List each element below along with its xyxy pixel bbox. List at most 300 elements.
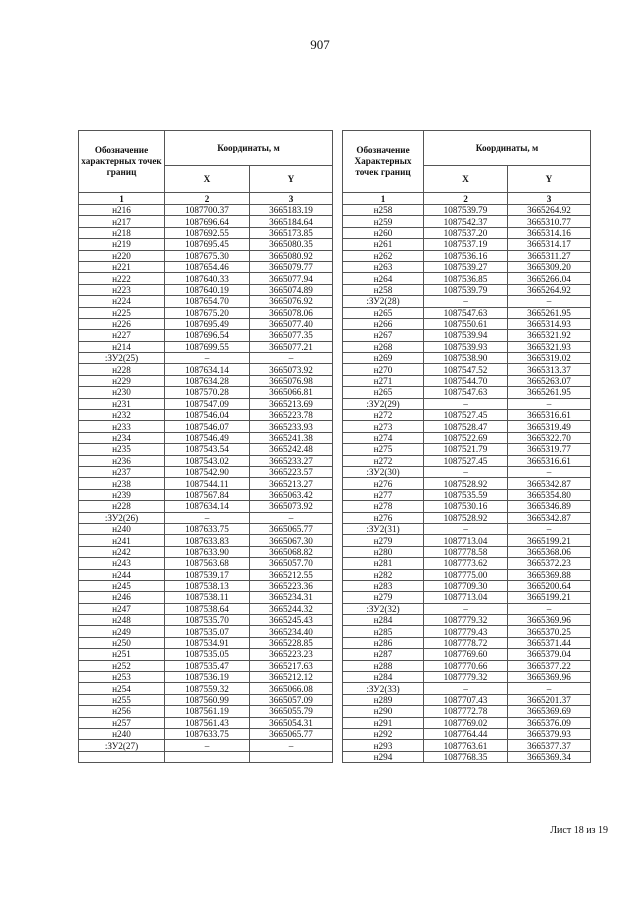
table-row	[343, 569, 591, 580]
point-cell: н221	[79, 261, 165, 272]
point-cell: н214	[79, 341, 165, 352]
point-cell: н220	[79, 250, 165, 261]
y-cell: –	[250, 512, 333, 523]
column-number: 2	[165, 193, 250, 205]
y-cell: 3665228.85	[250, 637, 333, 648]
y-cell: 3665266.04	[508, 273, 591, 284]
x-cell: 1087634.14	[165, 501, 250, 512]
x-cell: –	[424, 523, 508, 534]
point-cell: н236	[79, 455, 165, 466]
table-row	[79, 375, 333, 386]
table-row	[79, 421, 333, 432]
x-cell: 1087713.04	[424, 535, 508, 546]
x-cell: –	[424, 398, 508, 409]
x-cell: 1087773.62	[424, 558, 508, 569]
point-cell: н232	[79, 410, 165, 421]
point-cell: н291	[343, 717, 424, 728]
x-cell: 1087764.44	[424, 728, 508, 739]
y-cell: 3665342.87	[508, 512, 591, 523]
point-cell	[79, 751, 165, 762]
table-row	[79, 580, 333, 591]
point-cell: н272	[343, 410, 424, 421]
point-cell: н277	[343, 489, 424, 500]
x-cell: 1087543.02	[165, 455, 250, 466]
point-cell: н279	[343, 535, 424, 546]
point-cell: н259	[343, 216, 424, 227]
point-cell: н273	[343, 421, 424, 432]
table-row	[79, 569, 333, 580]
table-row	[343, 660, 591, 671]
x-cell: 1087633.75	[165, 523, 250, 534]
y-cell: –	[250, 353, 333, 364]
table-row	[79, 330, 333, 341]
point-cell: н235	[79, 444, 165, 455]
table-row	[343, 364, 591, 375]
point-cell: н250	[79, 637, 165, 648]
table-row	[79, 706, 333, 717]
y-cell: 3665376.09	[508, 717, 591, 728]
table-row	[79, 466, 333, 477]
y-cell: 3665223.23	[250, 649, 333, 660]
table-row	[343, 717, 591, 728]
x-cell: 1087538.13	[165, 580, 250, 591]
y-cell: 3665314.17	[508, 239, 591, 250]
table-row	[79, 512, 333, 523]
y-cell: 3665217.63	[250, 660, 333, 671]
x-cell: 1087535.59	[424, 489, 508, 500]
y-cell: 3665319.77	[508, 444, 591, 455]
table-row	[79, 216, 333, 227]
table-row	[79, 444, 333, 455]
point-cell: н280	[343, 546, 424, 557]
y-cell: 3665242.48	[250, 444, 333, 455]
x-cell: 1087699.55	[165, 341, 250, 352]
point-cell: :ЗУ2(29)	[343, 398, 424, 409]
point-cell: н240	[79, 523, 165, 534]
point-cell: н289	[343, 694, 424, 705]
y-cell: 3665241.38	[250, 432, 333, 443]
x-cell: 1087521.79	[424, 444, 508, 455]
table-row	[343, 216, 591, 227]
point-cell: н257	[79, 717, 165, 728]
table-row	[343, 615, 591, 626]
table-row	[343, 239, 591, 250]
y-cell: 3665372.23	[508, 558, 591, 569]
point-cell: н267	[343, 330, 424, 341]
point-cell: :ЗУ2(33)	[343, 683, 424, 694]
point-cell: н281	[343, 558, 424, 569]
column-number: 2	[424, 193, 508, 205]
y-cell: 3665212.55	[250, 569, 333, 580]
table-row	[343, 478, 591, 489]
table-row	[79, 672, 333, 683]
x-cell: 1087633.75	[165, 728, 250, 739]
point-cell: н243	[79, 558, 165, 569]
x-cell: 1087633.90	[165, 546, 250, 557]
x-cell: 1087546.49	[165, 432, 250, 443]
point-cell: н222	[79, 273, 165, 284]
y-cell: 3665369.69	[508, 706, 591, 717]
point-cell: н265	[343, 307, 424, 318]
y-cell: 3665319.49	[508, 421, 591, 432]
table-row	[343, 740, 591, 751]
point-cell: н217	[79, 216, 165, 227]
x-cell: 1087768.35	[424, 751, 508, 762]
y-cell: 3665067.30	[250, 535, 333, 546]
x-cell: 1087713.04	[424, 592, 508, 603]
x-cell: 1087695.45	[165, 239, 250, 250]
y-cell: 3665068.82	[250, 546, 333, 557]
table-row	[343, 307, 591, 318]
x-cell: 1087544.11	[165, 478, 250, 489]
x-cell: 1087550.61	[424, 318, 508, 329]
table-row	[343, 592, 591, 603]
table-row	[343, 250, 591, 261]
table-row	[343, 728, 591, 739]
y-cell: 3665264.92	[508, 284, 591, 295]
y-cell: 3665057.09	[250, 694, 333, 705]
sheet-footer: Лист 18 из 19	[550, 825, 608, 836]
table-row	[343, 546, 591, 557]
y-cell: 3665201.37	[508, 694, 591, 705]
y-cell: 3665066.08	[250, 683, 333, 694]
y-cell: 3665346.89	[508, 501, 591, 512]
y-cell: 3665199.21	[508, 592, 591, 603]
x-cell: 1087547.52	[424, 364, 508, 375]
table-row	[79, 398, 333, 409]
y-cell: 3665233.27	[250, 455, 333, 466]
point-cell: н272	[343, 455, 424, 466]
column-number: 3	[250, 193, 333, 205]
x-cell: 1087539.79	[424, 205, 508, 216]
y-cell: 3665073.92	[250, 364, 333, 375]
point-cell: н268	[343, 341, 424, 352]
x-cell: –	[424, 296, 508, 307]
y-cell: 3665377.37	[508, 740, 591, 751]
x-cell: 1087640.19	[165, 284, 250, 295]
point-cell: н284	[343, 615, 424, 626]
point-cell: :ЗУ2(25)	[79, 353, 165, 364]
table-row	[343, 205, 591, 216]
table-row	[79, 353, 333, 364]
table-row	[343, 273, 591, 284]
point-cell: н285	[343, 626, 424, 637]
point-cell: н254	[79, 683, 165, 694]
x-cell: 1087547.63	[424, 307, 508, 318]
table-row	[79, 649, 333, 660]
table-row	[343, 523, 591, 534]
y-cell: 3665311.27	[508, 250, 591, 261]
point-cell: н251	[79, 649, 165, 660]
table-row	[343, 512, 591, 523]
table-row	[79, 489, 333, 500]
x-cell: 1087537.20	[424, 227, 508, 238]
y-cell: 3665316.61	[508, 455, 591, 466]
column-number: 1	[343, 193, 424, 205]
x-cell: 1087542.90	[165, 466, 250, 477]
table-row	[79, 592, 333, 603]
point-cell: н274	[343, 432, 424, 443]
table-row	[79, 261, 333, 272]
y-cell: 3665369.34	[508, 751, 591, 762]
x-cell: 1087538.90	[424, 353, 508, 364]
table-row	[343, 706, 591, 717]
x-cell: 1087769.02	[424, 717, 508, 728]
table-row	[79, 239, 333, 250]
point-cell: н294	[343, 751, 424, 762]
table-row	[343, 318, 591, 329]
y-cell: 3665223.57	[250, 466, 333, 477]
y-cell: 3665234.31	[250, 592, 333, 603]
table-row	[343, 580, 591, 591]
x-cell: –	[424, 683, 508, 694]
point-cell: н233	[79, 421, 165, 432]
y-cell: 3665223.36	[250, 580, 333, 591]
point-cell: н284	[343, 672, 424, 683]
table-row	[343, 603, 591, 614]
header-y-label: Y	[250, 166, 333, 193]
point-cell: н230	[79, 387, 165, 398]
x-cell: 1087634.28	[165, 375, 250, 386]
point-cell: н249	[79, 626, 165, 637]
y-cell: 3665261.95	[508, 387, 591, 398]
table-row	[343, 672, 591, 683]
table-row	[343, 558, 591, 569]
table-row	[79, 205, 333, 216]
table-row	[79, 341, 333, 352]
table-row	[79, 455, 333, 466]
x-cell: 1087634.14	[165, 364, 250, 375]
x-cell: 1087563.68	[165, 558, 250, 569]
y-cell: 3665319.02	[508, 353, 591, 364]
point-cell: н234	[79, 432, 165, 443]
table-row	[79, 717, 333, 728]
y-cell: –	[508, 603, 591, 614]
table-row	[343, 296, 591, 307]
x-cell: 1087542.37	[424, 216, 508, 227]
header-x-label: X	[424, 166, 508, 193]
x-cell: –	[424, 603, 508, 614]
point-cell: н252	[79, 660, 165, 671]
column-number: 3	[508, 193, 591, 205]
x-cell: 1087547.09	[165, 398, 250, 409]
y-cell: 3665077.21	[250, 341, 333, 352]
y-cell: 3665369.96	[508, 615, 591, 626]
table-row	[79, 546, 333, 557]
y-cell: 3665078.06	[250, 307, 333, 318]
point-cell: н225	[79, 307, 165, 318]
point-cell: н247	[79, 603, 165, 614]
y-cell: 3665314.16	[508, 227, 591, 238]
point-cell: н223	[79, 284, 165, 295]
point-cell: н248	[79, 615, 165, 626]
point-cell: :ЗУ2(28)	[343, 296, 424, 307]
y-cell: 3665309.20	[508, 261, 591, 272]
y-cell: 3665369.88	[508, 569, 591, 580]
x-cell: 1087570.28	[165, 387, 250, 398]
table-row	[79, 535, 333, 546]
x-cell: 1087696.54	[165, 330, 250, 341]
point-cell: н286	[343, 637, 424, 648]
header-y-label: Y	[508, 166, 591, 193]
x-cell: 1087539.93	[424, 341, 508, 352]
table-row	[343, 694, 591, 705]
point-cell: н266	[343, 318, 424, 329]
table-row	[79, 501, 333, 512]
coordinates-table-right	[342, 130, 591, 763]
x-cell: 1087535.05	[165, 649, 250, 660]
table-row	[343, 637, 591, 648]
y-cell: 3665076.92	[250, 296, 333, 307]
point-cell: н287	[343, 649, 424, 660]
point-cell: н282	[343, 569, 424, 580]
point-cell: н229	[79, 375, 165, 386]
point-cell: н253	[79, 672, 165, 683]
table-row	[79, 432, 333, 443]
y-cell	[250, 751, 333, 762]
y-cell: 3665245.43	[250, 615, 333, 626]
x-cell: 1087675.30	[165, 250, 250, 261]
table-row	[79, 227, 333, 238]
table-row	[79, 683, 333, 694]
point-cell: :ЗУ2(31)	[343, 523, 424, 534]
point-cell: н269	[343, 353, 424, 364]
y-cell: 3665321.92	[508, 330, 591, 341]
y-cell: 3665263.07	[508, 375, 591, 386]
point-cell: :ЗУ2(30)	[343, 466, 424, 477]
table-row	[79, 273, 333, 284]
x-cell: 1087530.16	[424, 501, 508, 512]
x-cell: 1087633.83	[165, 535, 250, 546]
table-row	[343, 421, 591, 432]
y-cell: 3665063.42	[250, 489, 333, 500]
y-cell: 3665077.40	[250, 318, 333, 329]
table-row	[79, 740, 333, 751]
table-row	[79, 296, 333, 307]
point-cell: н264	[343, 273, 424, 284]
x-cell: –	[165, 353, 250, 364]
table-row	[343, 227, 591, 238]
point-cell: н218	[79, 227, 165, 238]
x-cell: 1087544.70	[424, 375, 508, 386]
table-row	[343, 489, 591, 500]
table-row	[343, 466, 591, 477]
table-row	[343, 284, 591, 295]
y-cell: 3665261.95	[508, 307, 591, 318]
point-cell: н288	[343, 660, 424, 671]
y-cell: 3665314.93	[508, 318, 591, 329]
point-cell: н228	[79, 501, 165, 512]
header-coords-label: Координаты, м	[165, 131, 333, 166]
point-cell: н256	[79, 706, 165, 717]
x-cell: 1087528.92	[424, 512, 508, 523]
y-cell: 3665264.92	[508, 205, 591, 216]
x-cell: 1087543.54	[165, 444, 250, 455]
point-cell: н276	[343, 478, 424, 489]
x-cell: 1087560.99	[165, 694, 250, 705]
y-cell: 3665212.12	[250, 672, 333, 683]
x-cell: 1087536.85	[424, 273, 508, 284]
y-cell: 3665316.61	[508, 410, 591, 421]
x-cell: 1087535.70	[165, 615, 250, 626]
y-cell: 3665066.81	[250, 387, 333, 398]
x-cell: 1087536.16	[424, 250, 508, 261]
point-cell: н237	[79, 466, 165, 477]
x-cell: 1087779.32	[424, 615, 508, 626]
point-cell: н265	[343, 387, 424, 398]
x-cell: 1087654.70	[165, 296, 250, 307]
point-cell: н245	[79, 580, 165, 591]
x-cell: 1087539.27	[424, 261, 508, 272]
x-cell: 1087527.45	[424, 455, 508, 466]
y-cell: –	[508, 683, 591, 694]
point-cell: н263	[343, 261, 424, 272]
table-row	[79, 728, 333, 739]
x-cell: 1087546.04	[165, 410, 250, 421]
point-cell: н240	[79, 728, 165, 739]
x-cell: 1087534.91	[165, 637, 250, 648]
table-row	[343, 444, 591, 455]
y-cell: –	[508, 466, 591, 477]
y-cell: 3665183.19	[250, 205, 333, 216]
x-cell: 1087654.46	[165, 261, 250, 272]
y-cell: 3665233.93	[250, 421, 333, 432]
table-row	[79, 387, 333, 398]
point-cell: н226	[79, 318, 165, 329]
point-cell: н258	[343, 205, 424, 216]
x-cell: 1087763.61	[424, 740, 508, 751]
x-cell: 1087538.64	[165, 603, 250, 614]
point-cell: н261	[343, 239, 424, 250]
table-row	[79, 694, 333, 705]
y-cell: 3665313.37	[508, 364, 591, 375]
x-cell: 1087675.20	[165, 307, 250, 318]
point-cell: н278	[343, 501, 424, 512]
y-cell: 3665184.64	[250, 216, 333, 227]
table-row	[79, 751, 333, 762]
x-cell: 1087707.43	[424, 694, 508, 705]
y-cell: 3665379.93	[508, 728, 591, 739]
table-row	[79, 626, 333, 637]
y-cell: 3665342.87	[508, 478, 591, 489]
page-number: 907	[310, 37, 330, 52]
y-cell: 3665379.04	[508, 649, 591, 660]
y-cell: 3665370.25	[508, 626, 591, 637]
point-cell: н228	[79, 364, 165, 375]
x-cell: 1087559.32	[165, 683, 250, 694]
x-cell: 1087536.19	[165, 672, 250, 683]
x-cell: 1087528.92	[424, 478, 508, 489]
point-cell: н293	[343, 740, 424, 751]
x-cell: 1087770.66	[424, 660, 508, 671]
table-row	[343, 330, 591, 341]
y-cell: –	[508, 398, 591, 409]
point-cell: н242	[79, 546, 165, 557]
table-row	[79, 660, 333, 671]
y-cell: 3665244.32	[250, 603, 333, 614]
table-row	[343, 375, 591, 386]
point-cell: н271	[343, 375, 424, 386]
table-row	[79, 615, 333, 626]
x-cell: 1087696.64	[165, 216, 250, 227]
y-cell: 3665065.77	[250, 523, 333, 534]
y-cell: 3665173.85	[250, 227, 333, 238]
table-row	[343, 387, 591, 398]
table-row	[79, 307, 333, 318]
x-cell: 1087769.60	[424, 649, 508, 660]
x-cell: 1087539.79	[424, 284, 508, 295]
table-row	[79, 410, 333, 421]
